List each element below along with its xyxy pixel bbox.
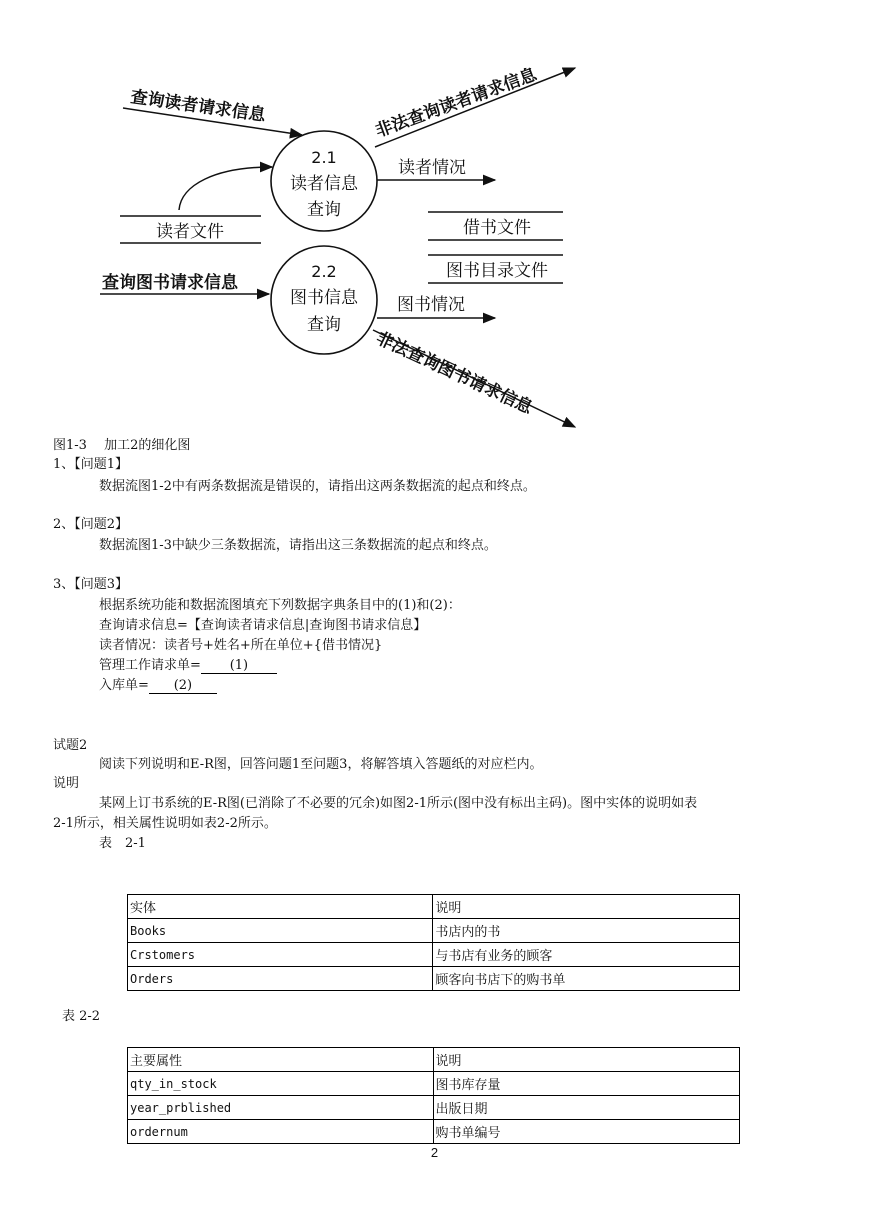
table-row bbox=[128, 919, 740, 943]
dfd-diagram bbox=[95, 50, 595, 435]
table-row bbox=[128, 1072, 740, 1096]
table-2-1 bbox=[127, 894, 740, 991]
process-2-2-num: 2.2 bbox=[311, 262, 337, 281]
arrow-label-illegal-reader: 非法查询读者请求信息 bbox=[372, 64, 540, 142]
note-label: 说明 bbox=[53, 776, 80, 791]
table-cell: 顾客向书店下的购书单 bbox=[433, 967, 740, 991]
question-2-body: 数据流图1-3中缺少三条数据流，请指出这三条数据流的起点和终点。 bbox=[99, 538, 497, 553]
table-row bbox=[128, 1048, 740, 1072]
blank-1: (1) bbox=[201, 658, 277, 674]
request-label: 管理工作请求单= bbox=[99, 658, 201, 673]
table-cell: Books bbox=[128, 919, 433, 943]
table-cell: 出版日期 bbox=[433, 1096, 739, 1120]
dictionary-entry-request bbox=[99, 657, 277, 675]
table-cell: Crstomers bbox=[128, 943, 433, 967]
table-row bbox=[128, 943, 740, 967]
table-cell: year_prblished bbox=[128, 1096, 434, 1120]
test-2-instruction: 阅读下列说明和E-R图，回答问题1至问题3，将解答填入答题纸的对应栏内。 bbox=[99, 757, 543, 772]
store-borrow-file: 借书文件 bbox=[463, 218, 531, 238]
table-row bbox=[128, 1096, 740, 1120]
question-1-body: 数据流图1-2中有两条数据流是错误的，请指出这两条数据流的起点和终点。 bbox=[99, 479, 536, 494]
question-2-head: 2、【问题2】 bbox=[53, 517, 129, 532]
arrow-label-illegal-book: 非法查询图书请求信息 bbox=[372, 328, 536, 419]
table-2-2 bbox=[127, 1047, 740, 1144]
table-header-cell: 说明 bbox=[433, 895, 740, 919]
store-reader-file: 读者文件 bbox=[156, 222, 224, 242]
process-2-1-num: 2.1 bbox=[311, 148, 337, 167]
process-2-1-line1: 读者信息 bbox=[290, 174, 358, 194]
blank-2: (2) bbox=[149, 678, 217, 694]
process-2-2-line1: 图书信息 bbox=[290, 288, 358, 308]
test-2-title: 试题2 bbox=[53, 738, 88, 753]
table-1-label: 表 2-1 bbox=[99, 836, 146, 851]
dictionary-entry-query: 查询请求信息=【查询读者请求信息|查询图书请求信息】 bbox=[99, 618, 427, 633]
description-line-2: 2-1所示，相关属性说明如表2-2所示。 bbox=[53, 816, 277, 831]
table-header-cell: 实体 bbox=[128, 895, 433, 919]
question-3-intro: 根据系统功能和数据流图填充下列数据字典条目中的(1)和(2)： bbox=[99, 598, 461, 613]
table-cell: 与书店有业务的顾客 bbox=[433, 943, 740, 967]
arrow-label-query-reader: 查询读者请求信息 bbox=[129, 87, 267, 126]
question-1-head: 1、【问题1】 bbox=[53, 457, 129, 472]
table-2-label: 表 2-2 bbox=[62, 1009, 101, 1024]
table-header-cell: 说明 bbox=[433, 1048, 739, 1072]
arrow-label-reader-status: 读者情况 bbox=[398, 158, 466, 178]
arrow-label-query-book: 查询图书请求信息 bbox=[102, 273, 238, 293]
description-line-1: 某网上订书系统的E-R图(已消除了不必要的冗余)如图2-1所示(图中没有标出主码)。图中实体的说明如表 bbox=[99, 796, 698, 811]
table-cell: 书店内的书 bbox=[433, 919, 740, 943]
figure-caption: 图1-3 加工2的细化图 bbox=[53, 438, 191, 453]
store-catalog-file: 图书目录文件 bbox=[446, 261, 548, 281]
table-row bbox=[128, 1120, 740, 1144]
table-cell: 购书单编号 bbox=[433, 1120, 739, 1144]
storage-label: 入库单= bbox=[99, 678, 149, 693]
table-cell: 图书库存量 bbox=[433, 1072, 739, 1096]
table-header-cell: 主要属性 bbox=[128, 1048, 434, 1072]
page-number: 2 bbox=[430, 1145, 439, 1160]
dictionary-entry-storage bbox=[99, 677, 217, 695]
question-3-head: 3、【问题3】 bbox=[53, 577, 129, 592]
table-cell: ordernum bbox=[128, 1120, 434, 1144]
dictionary-entry-reader: 读者情况：读者号+姓名+所在单位+{借书情况} bbox=[99, 638, 383, 653]
table-row bbox=[128, 895, 740, 919]
table-row bbox=[128, 967, 740, 991]
table-cell: qty_in_stock bbox=[128, 1072, 434, 1096]
arrow-label-book-status: 图书情况 bbox=[397, 295, 465, 315]
process-2-2-line2: 查询 bbox=[307, 315, 341, 335]
table-cell: Orders bbox=[128, 967, 433, 991]
process-2-1-line2: 查询 bbox=[307, 200, 341, 220]
